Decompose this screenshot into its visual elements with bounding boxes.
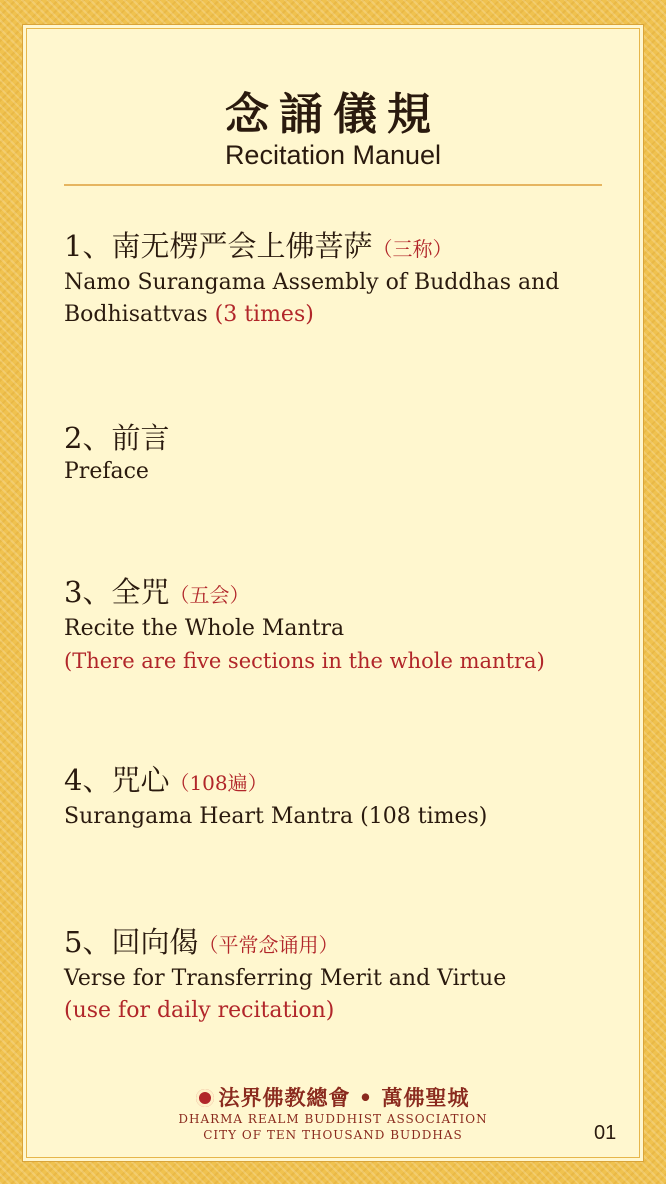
item-heading	[64, 574, 624, 613]
list-item-5	[64, 924, 624, 1027]
item-heading-note: （五会）	[169, 583, 250, 607]
list-item-2	[64, 420, 624, 488]
item-heading-note: （108遍）	[169, 771, 268, 795]
item-heading	[64, 420, 624, 456]
list-item-1	[64, 228, 624, 331]
item-heading-text: 3、全咒	[64, 575, 170, 609]
item-english-line: Preface	[64, 459, 149, 484]
item-english-text: Surangama Heart Mantra	[64, 804, 354, 829]
item-english-line	[64, 801, 624, 833]
item-heading	[64, 228, 624, 267]
title-divider	[64, 184, 602, 186]
item-english-line: Namo Surangama Assembly of Buddhas and	[64, 270, 560, 295]
item-heading	[64, 924, 624, 963]
item-heading-text: 4、咒心	[64, 763, 170, 797]
page-number: 01	[594, 1122, 617, 1144]
item-heading-text: 1、南无楞严会上佛菩萨	[64, 229, 373, 263]
page-title-english: Recitation Manuel	[224, 140, 442, 170]
item-english-note: (use for daily recitation)	[64, 998, 335, 1023]
item-english-text: Bodhisattvas	[64, 302, 208, 327]
item-english	[64, 456, 624, 488]
dharma-wheel-icon	[196, 1089, 214, 1107]
item-english-note: (There are five sections in the whole mantra)	[64, 649, 545, 673]
page-title-chinese: 念誦儀規	[225, 89, 441, 140]
list-item-3	[64, 574, 624, 677]
footer-location-english: CITY OF TEN THOUSAND BUDDHAS	[203, 1128, 463, 1142]
item-heading-text: 5、回向偈	[64, 925, 199, 959]
footer-organization-chinese	[0, 1082, 666, 1112]
item-english-note: (108 times)	[353, 804, 488, 829]
item-english	[64, 267, 624, 331]
item-heading-note: （三称）	[372, 237, 453, 261]
item-english	[64, 613, 624, 677]
item-english-note: (3 times)	[207, 302, 314, 327]
item-heading-note: （平常念诵用）	[198, 933, 339, 957]
item-heading-text: 2、前言	[64, 421, 170, 455]
item-english	[64, 801, 624, 833]
footer-organization-english: DHARMA REALM BUDDHIST ASSOCIATION	[178, 1112, 488, 1126]
footer-zh-text: 法界佛教總會 • 萬佛聖城	[218, 1085, 470, 1110]
item-english-line: Verse for Transferring Merit and Virtue	[64, 966, 507, 991]
item-english-line: Recite the Whole Mantra	[64, 616, 345, 641]
list-item-4	[64, 762, 624, 833]
item-english	[64, 963, 624, 1027]
item-heading	[64, 762, 624, 801]
item-english-line	[64, 299, 624, 331]
